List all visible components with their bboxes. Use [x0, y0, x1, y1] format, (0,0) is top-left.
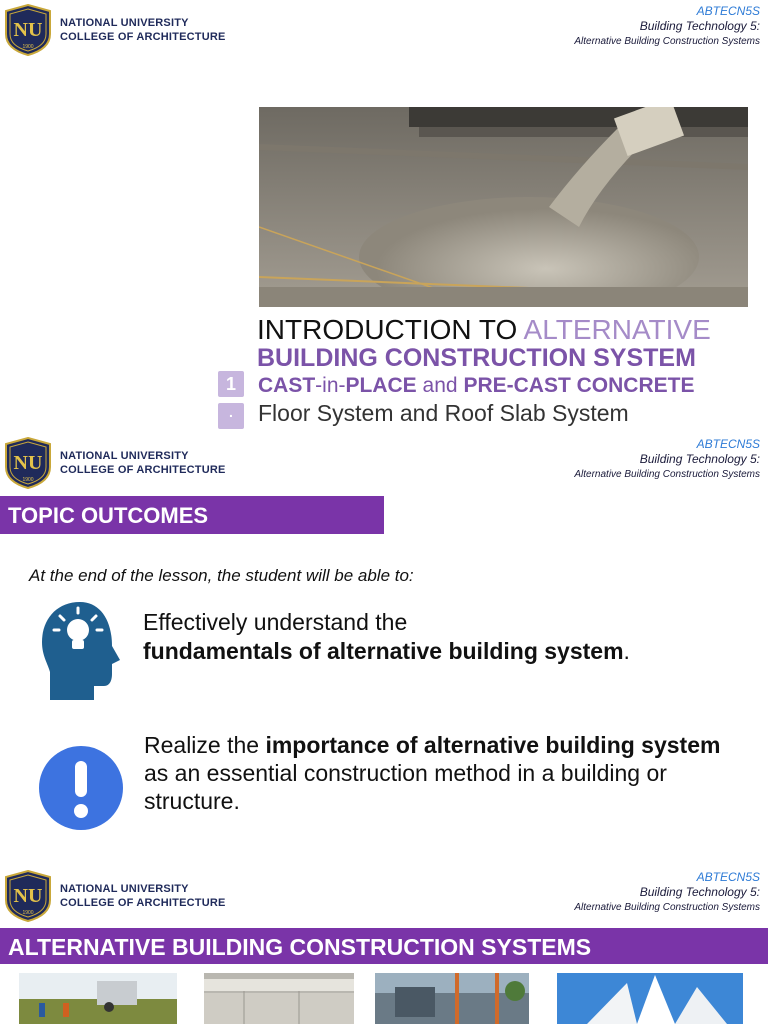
course-description: Alternative Building Construction Systems	[574, 469, 760, 480]
slide-subtitle: CAST-in-PLACE and PRE-CAST CONCRETE	[258, 374, 695, 397]
university-seal-icon	[4, 4, 52, 56]
precast-panel-photo	[204, 973, 354, 1024]
college-name: COLLEGE OF ARCHITECTURE	[60, 464, 226, 476]
university-logo	[4, 437, 226, 489]
systems-band: ALTERNATIVE BUILDING CONSTRUCTION SYSTEMS	[0, 928, 768, 964]
cast-in-place-photo	[19, 973, 177, 1024]
course-description: Alternative Building Construction Systems	[574, 902, 760, 913]
university-name: NATIONAL UNIVERSITY	[60, 883, 189, 895]
university-name: NATIONAL UNIVERSITY	[60, 450, 189, 462]
course-code: ABTECN5S	[696, 870, 760, 884]
slide-header	[0, 0, 768, 66]
university-logo	[4, 870, 226, 922]
course-name: Building Technology 5:	[639, 19, 760, 33]
university-name: NATIONAL UNIVERSITY	[60, 17, 189, 29]
course-info	[574, 437, 760, 482]
svg-text:NU: NU	[13, 19, 43, 41]
svg-text:1900: 1900	[22, 477, 34, 483]
lightbulb-head-icon	[38, 600, 122, 702]
svg-text:1900: 1900	[22, 44, 34, 50]
lesson-number-badge-2: .	[218, 403, 244, 429]
slide-title-line2: BUILDING CONSTRUCTION SYSTEM	[257, 344, 696, 372]
svg-text:NU: NU	[13, 885, 43, 907]
course-name: Building Technology 5:	[639, 885, 760, 899]
topic-outcomes-band: TOPIC OUTCOMES	[0, 496, 384, 534]
svg-text:NU: NU	[13, 452, 43, 474]
course-info	[574, 870, 760, 915]
outcome-1: Effectively understand the fundamentals of alternative building system.	[143, 609, 630, 664]
university-seal-icon	[4, 870, 52, 922]
concrete-pour-photo	[259, 107, 748, 307]
outcome-2: Realize the importance of alternative building system as an essential construction method in a building or structure.	[144, 732, 721, 814]
slide-title-line1: INTRODUCTION TO ALTERNATIVE	[257, 314, 711, 345]
university-seal-icon	[4, 437, 52, 489]
svg-text:1900: 1900	[22, 910, 34, 916]
college-name: COLLEGE OF ARCHITECTURE	[60, 897, 226, 909]
course-code: ABTECN5S	[696, 4, 760, 18]
construction-site-photo	[375, 973, 529, 1024]
slide-header-3	[0, 866, 768, 932]
college-name: COLLEGE OF ARCHITECTURE	[60, 31, 226, 43]
outcomes-intro: At the end of the lesson, the student will be able to:	[29, 566, 414, 585]
course-name: Building Technology 5:	[639, 452, 760, 466]
slide-subtitle-2: Floor System and Roof Slab System	[258, 400, 629, 426]
course-info	[574, 4, 760, 49]
lesson-number-badge: 1	[218, 371, 244, 397]
exclamation-icon	[38, 745, 124, 831]
university-logo	[4, 4, 226, 56]
tensile-roof-photo	[557, 973, 743, 1024]
course-description: Alternative Building Construction Systems	[574, 36, 760, 47]
course-code: ABTECN5S	[696, 437, 760, 451]
slide-header-2	[0, 433, 768, 499]
